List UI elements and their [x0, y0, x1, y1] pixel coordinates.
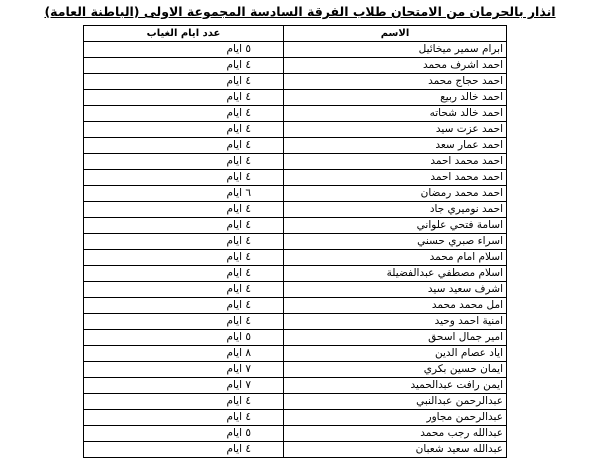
absence-days-cell: ٧ ايام: [84, 378, 284, 394]
absence-days-cell: ٤ ايام: [84, 170, 284, 186]
table-row: [84, 202, 507, 218]
absence-days-cell: ٨ ايام: [84, 346, 284, 362]
student-name-cell: اسلام امام محمد: [284, 250, 507, 266]
table-row: [84, 378, 507, 394]
table-row: [84, 282, 507, 298]
student-name-cell: احمد عزت سيد: [284, 122, 507, 138]
table-row: [84, 58, 507, 74]
absence-days-cell: ٤ ايام: [84, 266, 284, 282]
student-name-cell: اشرف سعيد سيد: [284, 282, 507, 298]
absence-days-cell: ٤ ايام: [84, 74, 284, 90]
absence-days-cell: ٤ ايام: [84, 442, 284, 458]
student-name-cell: اسامة فتحي علواني: [284, 218, 507, 234]
table-row: [84, 426, 507, 442]
absence-days-cell: ٤ ايام: [84, 218, 284, 234]
student-name-cell: احمد عمار سعد: [284, 138, 507, 154]
absence-days-cell: ٥ ايام: [84, 330, 284, 346]
student-name-cell: ايمان حسين بكري: [284, 362, 507, 378]
student-name-cell: احمد حجاج محمد: [284, 74, 507, 90]
absence-days-cell: ٤ ايام: [84, 234, 284, 250]
table-row: [84, 362, 507, 378]
absence-days-cell: ٤ ايام: [84, 122, 284, 138]
absence-days-cell: ٥ ايام: [84, 42, 284, 58]
table-row: [84, 298, 507, 314]
absence-days-cell: ٥ ايام: [84, 426, 284, 442]
table-row: [84, 330, 507, 346]
column-header-days: عدد ايام الغياب: [84, 26, 284, 42]
table-row: [84, 266, 507, 282]
absence-days-cell: ٤ ايام: [84, 90, 284, 106]
table-row: [84, 138, 507, 154]
student-name-cell: احمد خالد شحاته: [284, 106, 507, 122]
table-row: [84, 106, 507, 122]
table-row: [84, 250, 507, 266]
student-name-cell: امل محمد محمد: [284, 298, 507, 314]
student-name-cell: امنية احمد وحيد: [284, 314, 507, 330]
absence-days-cell: ٤ ايام: [84, 138, 284, 154]
absence-days-cell: ٦ ايام: [84, 186, 284, 202]
document-title: انذار بالحرمان من الامتحان طلاب الفرقة السادسة المجموعة الاولى (الباطنة العامة): [44, 4, 556, 19]
absence-days-cell: ٤ ايام: [84, 106, 284, 122]
student-name-cell: احمد محمد احمد: [284, 170, 507, 186]
student-name-cell: عبدالله سعيد شعبان: [284, 442, 507, 458]
absence-days-cell: ٤ ايام: [84, 410, 284, 426]
student-name-cell: اسراء صبري حسني: [284, 234, 507, 250]
table-row: [84, 154, 507, 170]
table-row: [84, 218, 507, 234]
table-row: [84, 346, 507, 362]
student-name-cell: احمد نوميري جاد: [284, 202, 507, 218]
absence-days-cell: ٧ ايام: [84, 362, 284, 378]
absence-days-cell: ٤ ايام: [84, 394, 284, 410]
student-name-cell: عبدالرحمن عبدالنبي: [284, 394, 507, 410]
table-row: [84, 234, 507, 250]
absence-days-cell: ٤ ايام: [84, 250, 284, 266]
student-name-cell: ابرام سمير ميخائيل: [284, 42, 507, 58]
absence-table: [83, 25, 507, 458]
absence-days-cell: ٤ ايام: [84, 58, 284, 74]
student-name-cell: احمد محمد احمد: [284, 154, 507, 170]
absence-days-cell: ٤ ايام: [84, 314, 284, 330]
student-name-cell: احمد خالد ربيع: [284, 90, 507, 106]
table-row: [84, 186, 507, 202]
student-name-cell: ايمن رافت عبدالحميد: [284, 378, 507, 394]
absence-days-cell: ٤ ايام: [84, 282, 284, 298]
table-row: [84, 410, 507, 426]
table-row: [84, 74, 507, 90]
student-name-cell: احمد محمد رمضان: [284, 186, 507, 202]
table-row: [84, 42, 507, 58]
student-name-cell: عبدالله رجب محمد: [284, 426, 507, 442]
absence-days-cell: ٤ ايام: [84, 202, 284, 218]
absence-days-cell: ٤ ايام: [84, 298, 284, 314]
student-name-cell: امير جمال اسحق: [284, 330, 507, 346]
table-row: [84, 314, 507, 330]
absence-days-cell: ٤ ايام: [84, 154, 284, 170]
student-name-cell: احمد اشرف محمد: [284, 58, 507, 74]
column-header-name: الاسم: [284, 26, 507, 42]
table-row: [84, 90, 507, 106]
student-name-cell: اياد عصام الدين: [284, 346, 507, 362]
student-name-cell: اسلام مصطفي عبدالفضيلة: [284, 266, 507, 282]
student-name-cell: عبدالرحمن مجاور: [284, 410, 507, 426]
table-header-row: [84, 26, 507, 42]
table-row: [84, 170, 507, 186]
table-row: [84, 122, 507, 138]
table-row: [84, 394, 507, 410]
